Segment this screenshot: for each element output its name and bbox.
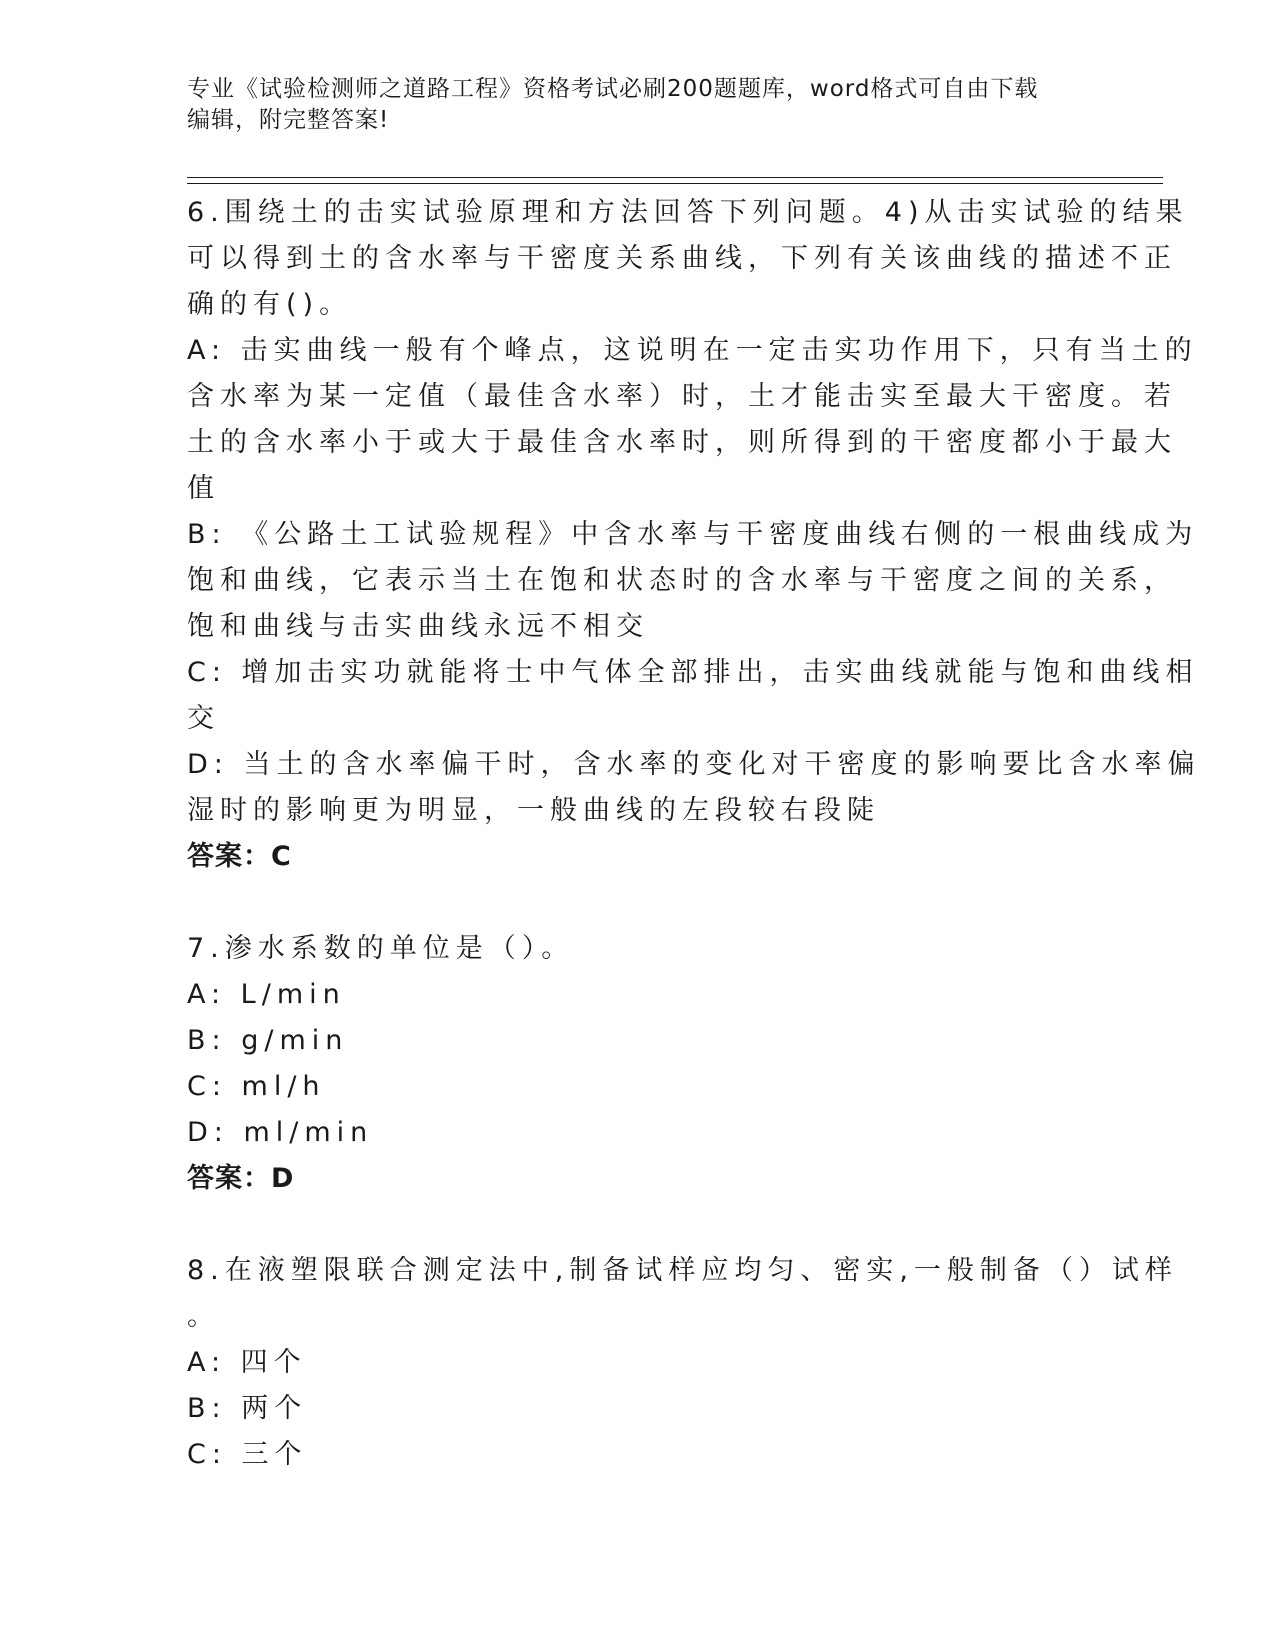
question-text: 。	[187, 1301, 220, 1332]
option-a: A: 击实曲线一般有个峰点，这说明在一定击实功作用下，只有当土的	[187, 335, 1198, 366]
question-text: 6.围绕土的击实试验原理和方法回答下列问题。4)从击实试验的结果	[187, 197, 1189, 228]
option-a: 值	[187, 473, 220, 504]
option-c: C: 增加击实功就能将士中气体全部排出，击实曲线就能与饱和曲线相	[187, 657, 1199, 688]
spacer	[187, 1202, 1087, 1248]
header-divider-bottom	[187, 183, 1163, 184]
option-c: 交	[187, 703, 220, 734]
spacer	[187, 880, 1087, 926]
option-a: 土的含水率小于或大于最佳含水率时，则所得到的干密度都小于最大	[187, 427, 1177, 458]
option-b: B: 《公路土工试验规程》中含水率与干密度曲线右侧的一根曲线成为	[187, 519, 1199, 550]
option-b: B: g/min	[187, 1025, 349, 1056]
option-a: 含水率为某一定值（最佳含水率）时，土才能击实至最大干密度。若	[187, 381, 1177, 412]
option-c: C: 三个	[187, 1439, 308, 1470]
header-divider-top	[187, 177, 1163, 178]
option-d: D: 当土的含水率偏干时，含水率的变化对干密度的影响要比含水率偏	[187, 749, 1201, 780]
question-list	[187, 190, 1201, 1478]
answer-label: 答案：D	[187, 1163, 295, 1194]
question-text: 确的有()。	[187, 289, 353, 320]
header-line-1: 专业《试验检测师之道路工程》资格考试必刷200题题库，word格式可自由下载	[187, 76, 1039, 102]
question-text: 8.在液塑限联合测定法中,制备试样应均匀、密实,一般制备（）试样	[187, 1255, 1178, 1286]
option-b: 饱和曲线与击实曲线永远不相交	[187, 611, 649, 642]
header-line-2: 编辑，附完整答案!	[187, 107, 390, 133]
question-text: 7.渗水系数的单位是（）。	[187, 933, 575, 964]
question-text: 可以得到土的含水率与干密度关系曲线，下列有关该曲线的描述不正	[187, 243, 1177, 274]
option-a: A: 四个	[187, 1347, 307, 1378]
option-d: 湿时的影响更为明显，一般曲线的左段较右段陡	[187, 795, 880, 826]
option-c: C: ml/h	[187, 1071, 326, 1102]
option-d: D: ml/min	[187, 1117, 374, 1148]
answer-label: 答案：C	[187, 841, 292, 872]
option-b: 饱和曲线，它表示当土在饱和状态时的含水率与干密度之间的关系，	[187, 565, 1177, 596]
question-8	[187, 1248, 1178, 1478]
option-b: B: 两个	[187, 1393, 308, 1424]
question-7	[187, 926, 1087, 1202]
document-header	[187, 74, 1087, 136]
question-6	[187, 190, 1201, 880]
option-a: A: L/min	[187, 979, 346, 1010]
